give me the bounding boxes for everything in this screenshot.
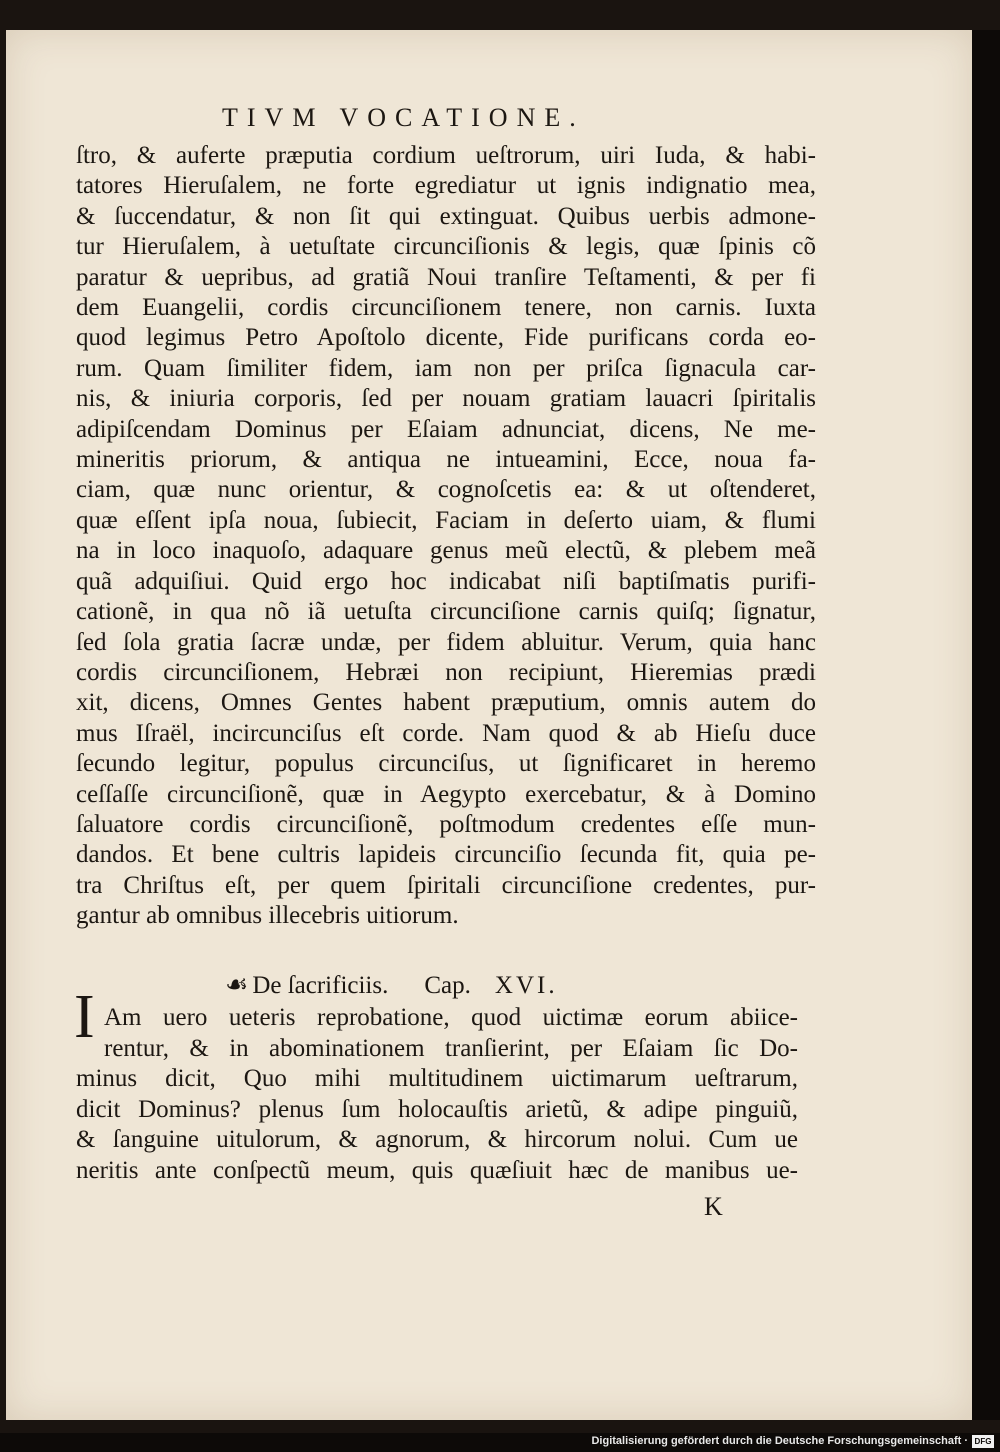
chapter-text-line: Am uero ueteris reprobatione, quod uictimæ eorum abiice- <box>104 1004 798 1031</box>
text-line: cationẽ, in qua nõ iã uetuſta circunciſione carnis quiſq; ſignatur, <box>76 598 816 626</box>
text-line: cordis circunciſionem, Hebræi non recipiunt, Hieremias prædi <box>76 658 816 686</box>
text-line: & ſuccendatur, & non ſit qui extinguat. Quibus uerbis admone- <box>76 202 816 230</box>
text-line: quã adquiſiui. Quid ergo hoc indicabat niſi baptiſmatis purifi- <box>76 567 816 595</box>
text-line: tur Hieruſalem, à uetuſtate circunciſionis & legis, quæ ſpinis cõ <box>76 233 816 261</box>
chapter-text-line: minus dicit, Quo mihi multitudinem uictimarum ueſtrarum, <box>76 1065 798 1092</box>
text-line: ſecundo legitur, populus circunciſus, ut ſignificaret in heremo <box>76 750 816 778</box>
text-line: mus Iſraël, incircunciſus eſt corde. Nam quod & ab Hieſu duce <box>76 719 816 747</box>
body-text <box>76 141 816 932</box>
text-line: quæ eſſent ipſa noua, ſubiecit, Faciam in deſerto uiam, & flumi <box>76 506 816 534</box>
text-line: quod legimus Petro Apoſtolo dicente, Fide purificans corda eo- <box>76 324 816 352</box>
chapter-text-line: neritis ante conſpectũ meum, quis quæſiuit hæc de manibus ue- <box>76 1156 798 1184</box>
text-line: tra Chriſtus eſt, per quem ſpiritali circunciſione credentes, pur- <box>76 871 816 899</box>
text-line: mineritis priorum, & antiqua ne intueamini, Ecce, noua fa- <box>76 446 816 474</box>
text-line: adipiſcendam Dominus per Eſaiam adnunciat, dicens, Ne me- <box>76 415 816 443</box>
text-line: ciam, quæ nunc orientur, & cognoſcetis ea: & ut oſtenderet, <box>76 476 816 504</box>
chapter-number: XVI. <box>494 972 558 999</box>
dfg-logo-icon: DFG <box>972 1435 994 1448</box>
running-head: TIVM VOCATIONE. <box>222 103 585 132</box>
chapter-text-line: & ſanguine uitulorum, & agnorum, & hircorum nolui. Cum ue <box>76 1126 798 1153</box>
drop-initial: I <box>74 983 95 1051</box>
text-line: xit, dicens, Omnes Gentes habent præputium, omnis autem do <box>76 689 816 717</box>
text-line: ceſſaſſe circunciſionẽ, quæ in Aegypto exercebatur, & à Domino <box>76 780 816 808</box>
text-line: rum. Quam ſimiliter fidem, iam non per priſca ſignacula car- <box>76 354 816 382</box>
chapter-cap-label: Cap. <box>424 972 471 999</box>
text-line: ſed ſola gratia ſacræ undæ, per fidem abluitur. Verum, quia hanc <box>76 628 816 656</box>
text-line: dem Euangelii, cordis circunciſionem tenere, non carnis. Iuxta <box>76 294 816 322</box>
funding-notice: Digitalisierung gefördert durch die Deutsche Forschungsgemeinschaft · <box>591 1435 968 1447</box>
text-line: ſtro, & auferte præputia cordium ueſtrorum, uiri Iuda, & habi- <box>76 142 816 169</box>
text-line: nis, & iniuria corporis, ſed per nouam gratiam lauacri ſpiritalis <box>76 385 816 413</box>
chapter-title: De ſacrificiis. <box>252 972 389 999</box>
text-line: paratur & uepribus, ad gratiã Noui tranſire Teſtamenti, & per fi <box>76 263 816 291</box>
signature-mark: K <box>704 1192 723 1221</box>
chapter-text <box>76 1003 798 1186</box>
text-line: tatores Hieruſalem, ne forte egrediatur ut ignis indignatio mea, <box>76 172 816 200</box>
text-line: ſaluatore cordis circunciſionẽ, poſtmodum credentes eſſe mun- <box>76 810 816 838</box>
chapter-heading <box>225 970 558 1000</box>
page-edge-shadow <box>972 30 1000 1420</box>
text-line: gantur ab omnibus illecebris uitiorum. <box>76 902 459 930</box>
text-line: na in loco inaquoſo, adaquare genus meũ electũ, & plebem meã <box>76 537 816 565</box>
pilcrow-icon: ☙ <box>225 970 249 999</box>
chapter-text-line: rentur, & in abominationem tranſierint, per Eſaiam ſic Do- <box>104 1034 798 1062</box>
text-line: dandos. Et bene cultris lapideis circunciſio ſecunda fit, quia pe- <box>76 841 816 869</box>
chapter-text-line: dicit Dominus? plenus ſum holocauſtis arietũ, & adipe pinguiũ, <box>76 1095 798 1123</box>
